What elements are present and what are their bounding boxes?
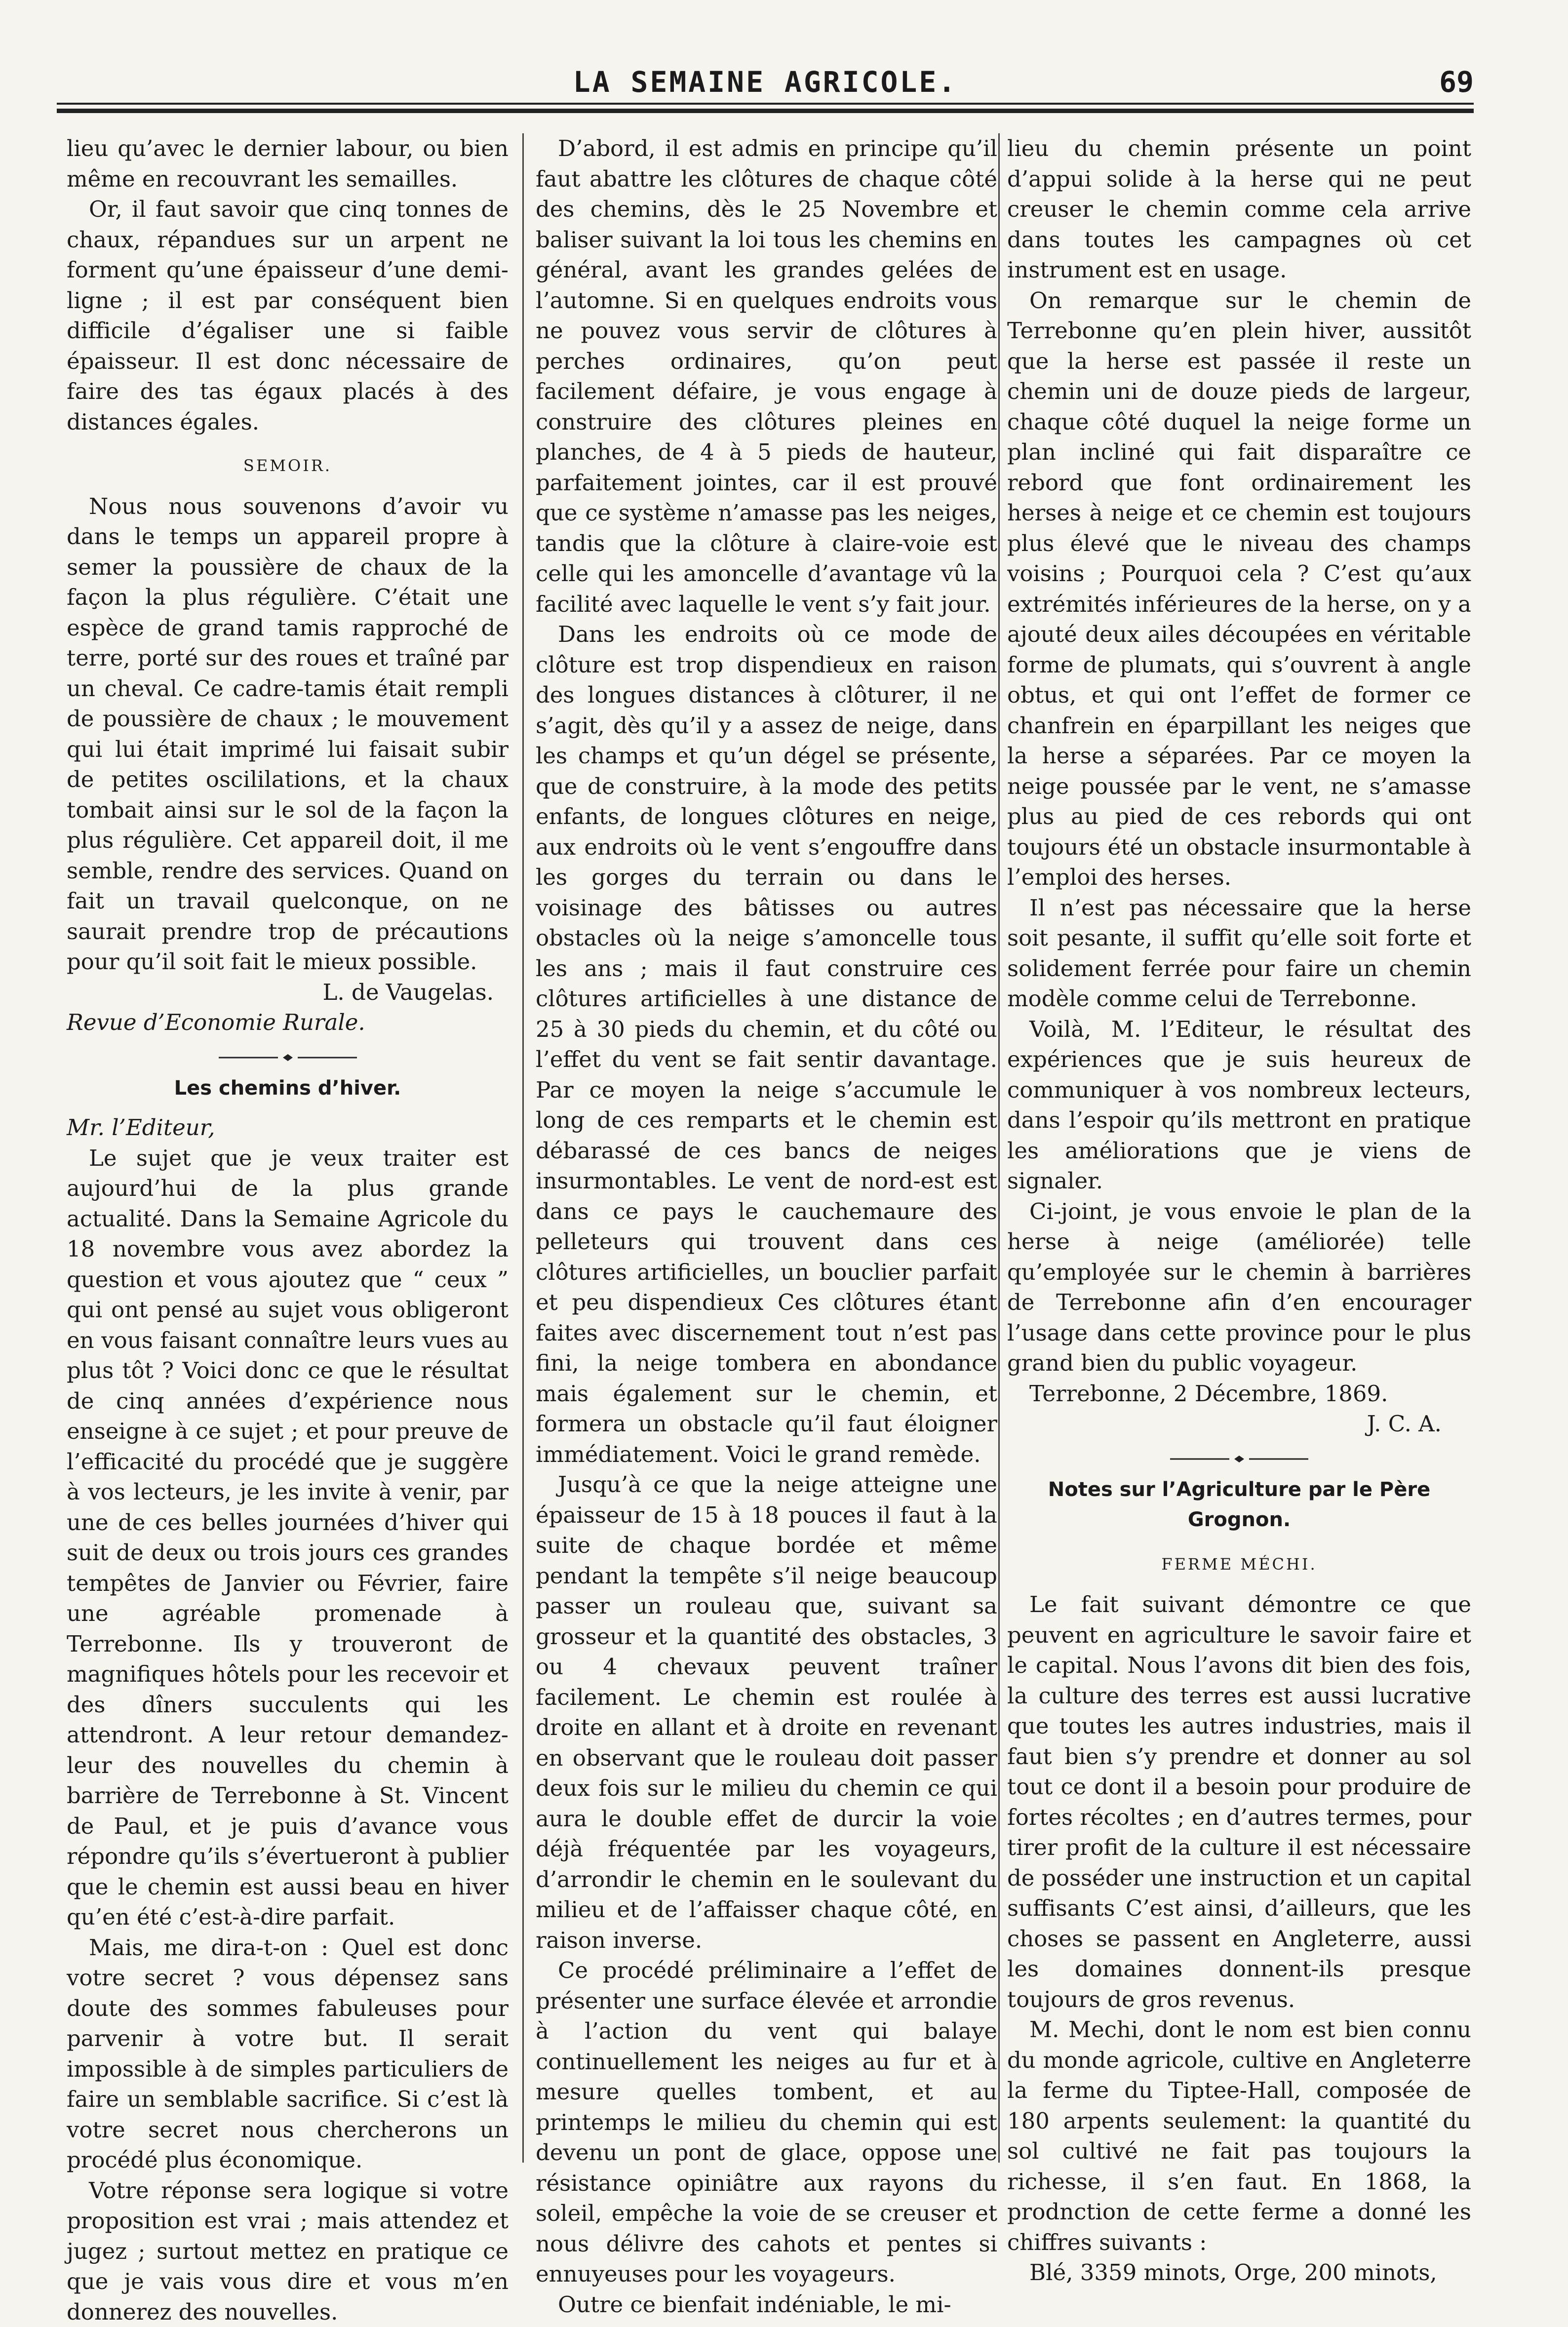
paragraph: lieu du chemin présente un point d’appui solide à la herse qui ne peut creuser le chemin comme cela arrive dans toutes les campagnes où cet instrument est en usage.	[1007, 133, 1471, 285]
paragraph: Outre ce bienfait indéniable, le mi-	[536, 2289, 997, 2320]
paragraph: Ce procédé préliminaire a l’effet de présenter une surface élevée et arrondie à l’action du vent qui balaye continuellement les neiges au fur et à mesure quelles tombent, et au printemps le milieu du chemin qui est devenu un pont de glace, oppose une résistance opiniâtre aux rayons du soleil, empêche la voie de se creuser et nous délivre des cahots et pentes si ennuyeuses pour les voyageurs.	[536, 1955, 997, 2289]
paragraph: On remarque sur le chemin de Terrebonne qu’en plein hiver, aussitôt que la herse est passée il reste un chemin uni de douze pieds de largeur, chaque côté duquel la neige forme un plan incliné qui fait disparaître ce rebord que font ordinairement les herses à neige et ce chemin est toujours plus élevé que le niveau des champs voisins ; Pourquoi cela ? C’est qu’aux extrémités inférieures de la herse, on y a ajouté deux ailes découpées en véritable forme de plumats, qui s’ouvrent à angle obtus, et qui ont l’effet de former ce chanfrein en éparpillant les neiges que la herse a séparées. Par ce moyen la neige poussée par le vent, ne s’amasse plus au pied de ces rebords qui ont toujours été un obstacle insurmontable à l’emploi des herses.	[1007, 285, 1471, 893]
paragraph: Votre réponse sera logique si votre proposition est vrai ; mais attendez et jugez ; surtout mettez en pratique ce que je vais vous dire et vous m’en donnerez des nouvelles.	[67, 2175, 509, 2327]
journal-title: LA SEMAINE AGRICOLE.	[57, 65, 1474, 99]
header-rule-thick	[57, 109, 1474, 113]
paragraph: Ci-joint, je vous envoie le plan de la herse à neige (améliorée) telle qu’employée sur le chemin à barrières de Terrebonne afin d’en encourager l’usage dans cette province pour le plus grand bien du public voyageur.	[1007, 1196, 1471, 1379]
paragraph: Le sujet que je veux traiter est aujourd’hui de la plus grande actualité. Dans la Semaine Agricole du 18 novembre vous avez abordez la question et vous ajoutez que “ ceux ” qui ont pensé au sujet vous obligeront en vous faisant connaître leurs vues au plus tôt ? Voici donc ce que le résultat de cinq années d’expérience nous enseigne à ce sujet ; et pour preuve de l’efficacité du procédé que je suggère à vos lecteurs, je les invite à venir, par une de ces belles journées d’hiver qui suit de deux ou trois jours ces grandes tempêtes de Janvier ou Février, faire une agréable promenade à Terrebonne. Ils y trouveront de magnifiques hôtels pour les recevoir et des dîners succulents qui les attendront. A leur retour demandez-leur des nouvelles du chemin à barrière de Terrebonne à St. Vincent de Paul, et je puis d’avance vous répondre qu’ils s’évertueront à publier que le chemin est aussi beau en hiver qu’en été c’est-à-dire parfait.	[67, 1143, 509, 1933]
paragraph: Or, il faut savoir que cinq tonnes de chaux, répandues sur un arpent ne forment qu’une épaisseur d’une demi-ligne ; il est par conséquent bien difficile d’égaliser une si faible épaisseur. Il est donc nécessaire de faire des tas égaux placés à des distances égales.	[67, 194, 509, 437]
column-divider	[522, 133, 524, 2163]
paragraph: Voilà, M. l’Editeur, le résultat des expériences que je suis heureux de communiquer à vos nombreux lecteurs, dans l’espoir qu’ils mettront en pratique les améliorations que je viens de signaler.	[1007, 1014, 1471, 1196]
paragraph: Jusqu’à ce que la neige atteigne une épaisseur de 15 à 18 pouces il faut à la suite de chaque bordée et même pendant la tempête s’il neige beaucoup passer un rouleau que, suivant sa grosseur et la quantité des obstacles, 3 ou 4 chevaux peuvent traîner facilement. Le chemin est roulée à droite en allant et à droite en revenant en observant que le rouleau doit passer deux fois sur le milieu du chemin ce qui aura le double effet de durcir la voie déjà fréquentée par les voyageurs, d’arrondir le chemin en le soulevant du milieu et de l’affaisser chaque côté, en raison inverse.	[536, 1469, 997, 1955]
column-1	[67, 133, 509, 2172]
section-heading: FERME MÉCHI.	[1007, 1549, 1471, 1580]
paragraph: Il n’est pas nécessaire que la herse soit pesante, il suffit qu’elle soit forte et solidement ferrée pour faire un chemin modèle comme celui de Terrebonne.	[1007, 893, 1471, 1014]
source-citation: Revue d’Economie Rurale.	[67, 1007, 509, 1038]
article-heading: Les chemins d’hiver.	[67, 1073, 509, 1104]
letter-place-date: Terrebonne, 2 Décembre, 1869.	[1007, 1379, 1471, 1409]
ornament-divider	[209, 1053, 367, 1063]
section-heading: SEMOIR.	[67, 451, 509, 481]
column-divider	[998, 133, 1000, 2163]
author-signature: L. de Vaugelas.	[67, 977, 509, 1008]
page-number: 69	[1439, 65, 1474, 99]
ornament-divider	[1160, 1454, 1318, 1464]
article-heading: Notes sur l’Agriculture par le Père Grognon.	[1007, 1475, 1471, 1536]
paragraph: Dans les endroits où ce mode de clôture est trop dispendieux en raison des longues distances à clôturer, il ne s’agit, dès qu’il y a assez de neige, dans les champs et qu’un dégel se présente, que de construire, à la mode des petits enfants, de longues clôtures en neige, aux endroits où le vent s’engouffre dans les gorges du terrain ou dans le voisinage des bâtisses ou autres obstacles où la neige s’amoncelle tous les ans ; mais il faut construire ces clôtures artificielles à une distance de 25 à 30 pieds du chemin, et du côté ou l’effet du vent se fait sentir davantage. Par ce moyen la neige s’accumule le long de ces remparts et le chemin est débarassé de ces bancs de neiges insurmontables. Le vent de nord-est est dans ce pays le cauchemaure des pelleteurs qui trouvent dans ces clôtures artificielles, un bouclier parfait et peu dispendieux Ces clôtures étant faites avec discernement tout n’est pas fini, la neige tombera en abondance mais également sur le chemin, et formera un obstacle qu’il faut éloigner immédiatement. Voici le grand remède.	[536, 619, 997, 1469]
paragraph: Nous nous souvenons d’avoir vu dans le temps un appareil propre à semer la poussière de chaux de la façon la plus régulière. C’était une espèce de grand tamis rapproché de terre, porté sur des roues et traîné par un cheval. Ce cadre-tamis était rempli de poussière de chaux ; le mouvement qui lui était imprimé lui faisait subir de petites oscililations, et la chaux tombait ainsi sur le sol de la façon la plus régulière. Cet appareil doit, il me semble, rendre des services. Quand on fait un travail quelconque, on ne saurait prendre trop de précautions pour qu’il soit fait le mieux possible.	[67, 491, 509, 977]
paragraph: Mais, me dira-t-on : Quel est donc votre secret ? vous dépensez sans doute des sommes fabuleuses pour parvenir à votre but. Il serait impossible à de simples particuliers de faire un semblable sacrifice. Si c’est là votre secret nous chercherons un procédé plus économique.	[67, 1933, 509, 2175]
paragraph: Blé, 3359 minots, Orge, 200 minots,	[1007, 2257, 1471, 2288]
paragraph: M. Mechi, dont le nom est bien connu du monde agricole, cultive en Angleterre la ferme du Tiptee-Hall, composée de 180 arpents seulement: la quantité du sol cultivé ne fait pas toujours la richesse, il s’en faut. En 1868, la prodnction de cette ferme a donné les chiffres suivants :	[1007, 2014, 1471, 2257]
column-2	[536, 133, 997, 2172]
column-3	[1007, 133, 1471, 2172]
letter-initials: J. C. A.	[1007, 1409, 1471, 1439]
paragraph: D’abord, il est admis en principe qu’il faut abattre les clôtures de chaque côté des chemins, dès le 25 Novembre et baliser suivant la loi tous les chemins en général, avant les grandes gelées de l’automne. Si en quelques endroits vous ne pouvez vous servir de clôtures à perches ordinaires, qu’on peut facilement défaire, je vous engage à construire des clôtures pleines en planches, de 4 à 5 pieds de hauteur, parfaitement jointes, car il est prouvé que ce système n’amasse pas les neiges, tandis que la clôture à claire-voie est celle qui les amoncelle d’avantage vû la facilité avec laquelle le vent s’y fait jour.	[536, 133, 997, 619]
header-rule	[57, 103, 1474, 105]
page-header	[57, 44, 1474, 99]
paragraph: lieu qu’avec le dernier labour, ou bien même en recouvrant les semailles.	[67, 133, 509, 194]
paragraph: Le fait suivant démontre ce que peuvent en agriculture le savoir faire et le capital. Nous l’avons dit bien des fois, la culture des terres est aussi lucrative que toutes les autres industries, mais il faut bien s’y prendre et donner au sol tout ce dont il a besoin pour produire de fortes récoltes ; en d’autres termes, pour tirer profit de la culture il est nécessaire de posséder une instruction et un capital suffisants C’est ainsi, d’ailleurs, que les choses se passent en Angleterre, aussi les domaines donnent-ils presque toujours de gros revenus.	[1007, 1589, 1471, 2014]
salutation: Mr. l’Editeur,	[67, 1112, 509, 1143]
